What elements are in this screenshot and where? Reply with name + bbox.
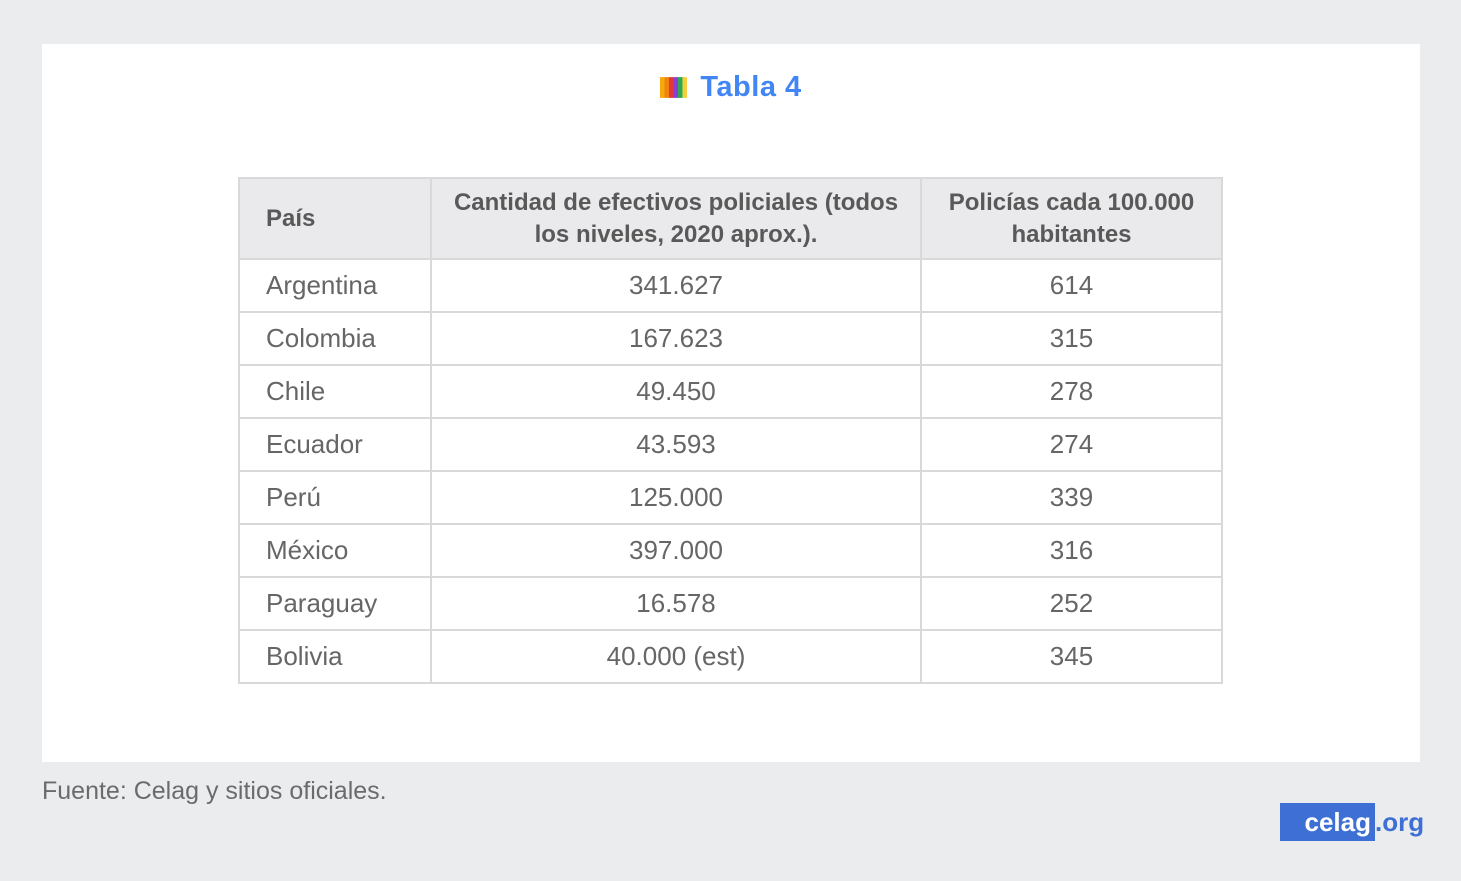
cell-country: Paraguay [239,577,431,630]
page-title: Tabla 4 [700,71,802,103]
cell-country: Ecuador [239,418,431,471]
table-row [239,524,1222,577]
cell-country: Perú [239,471,431,524]
cell-officers: 125.000 [431,471,921,524]
celag-logo-suffix: .org [1375,807,1425,837]
cell-per-100k: 315 [921,312,1222,365]
source-note: Fuente: Celag y sitios oficiales. [42,777,387,805]
cell-country: Colombia [239,312,431,365]
bar-chart-icon [660,77,687,98]
cell-per-100k: 316 [921,524,1222,577]
police-table [238,177,1223,684]
cell-per-100k: 278 [921,365,1222,418]
title-row [42,71,1420,104]
cell-per-100k: 339 [921,471,1222,524]
cell-country: Bolivia [239,630,431,683]
celag-logo-box: celag [1280,803,1375,841]
header-row [239,178,1222,259]
table-row [239,365,1222,418]
cell-per-100k: 252 [921,577,1222,630]
table-row [239,471,1222,524]
cell-country: Chile [239,365,431,418]
cell-officers: 341.627 [431,259,921,312]
cell-officers: 16.578 [431,577,921,630]
celag-logo [1280,803,1424,841]
table-row [239,577,1222,630]
table-row [239,630,1222,683]
table-card [42,44,1420,762]
cell-officers: 43.593 [431,418,921,471]
cell-officers: 397.000 [431,524,921,577]
table-row [239,259,1222,312]
cell-per-100k: 345 [921,630,1222,683]
column-header-policias-100k: Policías cada 100.000 habitantes [921,178,1222,259]
cell-per-100k: 614 [921,259,1222,312]
cell-officers: 40.000 (est) [431,630,921,683]
cell-country: México [239,524,431,577]
cell-country: Argentina [239,259,431,312]
cell-per-100k: 274 [921,418,1222,471]
column-header-cantidad: Cantidad de efectivos policiales (todos los niveles, 2020 aprox.). [431,178,921,259]
column-header-pais: País [239,178,431,259]
table-row [239,312,1222,365]
cell-officers: 167.623 [431,312,921,365]
table-row [239,418,1222,471]
cell-officers: 49.450 [431,365,921,418]
